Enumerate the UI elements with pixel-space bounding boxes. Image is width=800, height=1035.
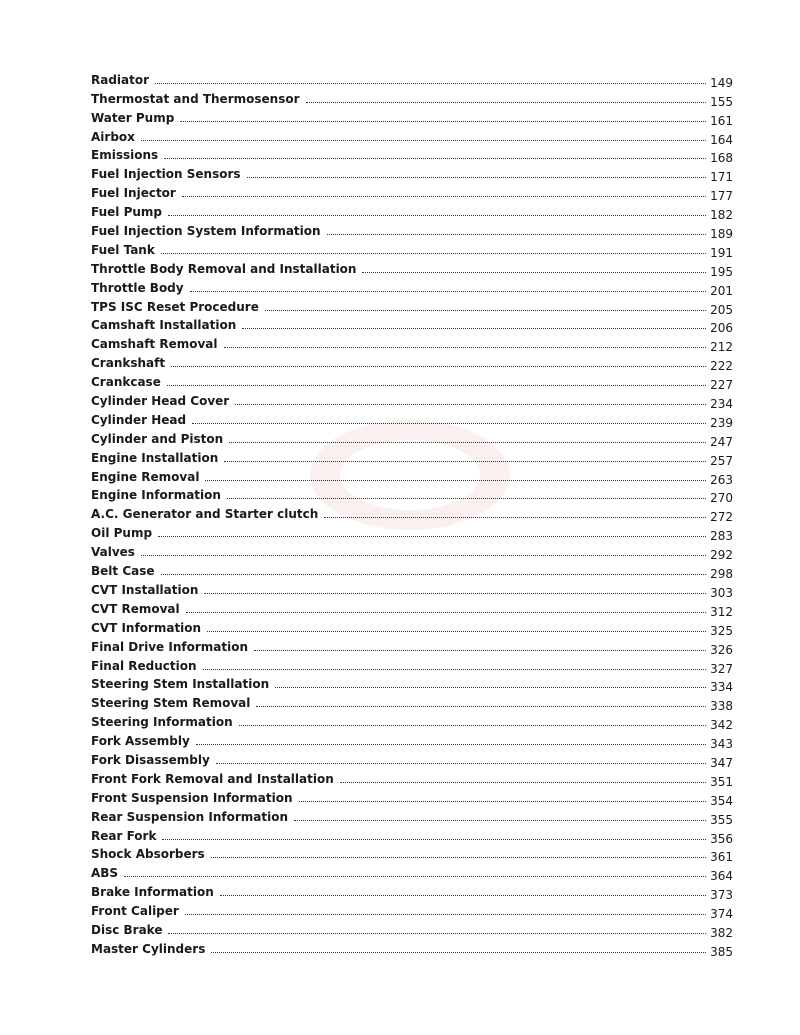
toc-entry-page: 191 xyxy=(710,245,733,260)
dot-leader xyxy=(239,725,706,726)
toc-entry-title: Shock Absorbers xyxy=(91,847,205,862)
toc-entry-page: 342 xyxy=(710,718,733,733)
dot-leader xyxy=(141,140,706,141)
toc-entry-page: 303 xyxy=(710,585,733,600)
toc-entry-page: 189 xyxy=(710,227,733,242)
toc-entry[interactable] xyxy=(91,200,733,223)
toc-entry[interactable] xyxy=(91,710,733,733)
dot-leader xyxy=(161,574,707,575)
dot-leader xyxy=(254,650,706,651)
toc-entry[interactable] xyxy=(91,899,733,922)
toc-entry[interactable] xyxy=(91,540,733,563)
toc-entry[interactable] xyxy=(91,238,733,260)
toc-entry[interactable] xyxy=(91,276,733,298)
toc-entry-page: 326 xyxy=(710,642,733,657)
toc-entry[interactable] xyxy=(91,68,733,90)
toc-entry-page: 149 xyxy=(710,75,733,90)
toc-entry[interactable] xyxy=(91,673,733,695)
toc-entry-title: TPS ISC Reset Procedure xyxy=(91,299,259,314)
dot-leader xyxy=(340,782,706,783)
toc-entry-title: Emissions xyxy=(91,148,159,163)
toc-entry-title: CVT Installation xyxy=(91,582,199,597)
toc-entry-title: Airbox xyxy=(91,129,135,144)
toc-entry-title: Radiator xyxy=(91,72,150,87)
toc-entry-page: 356 xyxy=(710,831,733,846)
dot-leader xyxy=(229,442,706,443)
toc-entry-page: 338 xyxy=(710,699,733,714)
toc-entry-title: Water Pump xyxy=(91,110,175,125)
toc-entry-page: 347 xyxy=(710,755,733,770)
toc-entry-page: 195 xyxy=(710,264,733,279)
dot-leader xyxy=(158,536,706,537)
toc-entry-page: 177 xyxy=(710,189,733,204)
toc-entry-title: Front Caliper xyxy=(91,904,179,919)
toc-entry-title: Engine Removal xyxy=(91,469,200,484)
dot-leader xyxy=(124,876,706,877)
dot-leader xyxy=(235,404,706,405)
toc-entry-title: Steering Information xyxy=(91,715,233,730)
toc-entry-page: 343 xyxy=(710,737,733,752)
toc-entry[interactable] xyxy=(91,351,733,374)
toc-entry-title: Throttle Body Removal and Installation xyxy=(91,261,357,276)
toc-entry[interactable] xyxy=(91,616,733,638)
toc-entry[interactable] xyxy=(91,635,733,657)
toc-entry-title: Final Reduction xyxy=(91,658,197,673)
dot-leader xyxy=(141,555,706,556)
toc-entry-title: Fuel Injection Sensors xyxy=(91,167,241,182)
dot-leader xyxy=(164,158,706,159)
toc-entry-page: 205 xyxy=(710,302,733,317)
toc-entry[interactable] xyxy=(91,861,733,884)
toc-entry-page: 354 xyxy=(710,793,733,808)
dot-leader xyxy=(220,895,706,896)
toc-entry[interactable] xyxy=(91,597,733,619)
toc-entry-title: Engine Installation xyxy=(91,450,219,465)
toc-entry[interactable] xyxy=(91,786,733,808)
toc-entry-page: 164 xyxy=(710,132,733,147)
toc-entry-page: 257 xyxy=(710,453,733,468)
toc-entry-title: Oil Pump xyxy=(91,526,153,541)
toc-entry-title: Engine Information xyxy=(91,488,221,503)
toc-entry[interactable] xyxy=(91,465,733,487)
table-of-contents xyxy=(91,68,733,959)
toc-entry[interactable] xyxy=(91,824,733,846)
toc-entry-title: CVT Removal xyxy=(91,601,180,616)
toc-entry-title: ABS xyxy=(91,866,119,881)
toc-entry-title: Fork Assembly xyxy=(91,734,190,749)
toc-entry[interactable] xyxy=(91,144,733,166)
toc-entry-title: Steering Stem Installation xyxy=(91,677,270,692)
toc-entry[interactable] xyxy=(91,937,733,959)
toc-entry[interactable] xyxy=(91,125,733,147)
dot-leader xyxy=(155,83,706,84)
toc-entry-page: 325 xyxy=(710,623,733,638)
toc-entry[interactable] xyxy=(91,332,733,355)
toc-entry-title: Fork Disassembly xyxy=(91,752,210,767)
toc-entry-title: Master Cylinders xyxy=(91,941,206,956)
dot-leader xyxy=(168,215,706,216)
toc-entry-title: A.C. Generator and Starter clutch xyxy=(91,507,319,522)
toc-entry-page: 222 xyxy=(710,359,733,374)
dot-leader xyxy=(167,385,706,386)
toc-entry-page: 212 xyxy=(710,340,733,355)
dot-leader xyxy=(294,820,706,821)
toc-entry-page: 239 xyxy=(710,415,733,430)
toc-entry-title: CVT Information xyxy=(91,620,202,635)
toc-entry-title: Rear Fork xyxy=(91,828,157,843)
toc-entry-page: 361 xyxy=(710,850,733,865)
toc-entry-page: 270 xyxy=(710,491,733,506)
dot-leader xyxy=(306,102,707,103)
toc-entry-page: 312 xyxy=(710,604,733,619)
toc-entry-page: 201 xyxy=(710,283,733,298)
toc-entry[interactable] xyxy=(91,408,733,430)
toc-entry-title: Disc Brake xyxy=(91,922,163,937)
toc-entry[interactable] xyxy=(91,559,733,582)
dot-leader xyxy=(224,461,706,462)
dot-leader xyxy=(205,480,706,481)
dot-leader xyxy=(196,744,706,745)
toc-entry[interactable] xyxy=(91,843,733,865)
dot-leader xyxy=(171,366,706,367)
dot-leader xyxy=(211,857,706,858)
toc-entry-title: Thermostat and Thermosensor xyxy=(91,91,300,106)
toc-entry-page: 168 xyxy=(710,151,733,166)
toc-entry[interactable] xyxy=(91,181,733,204)
dot-leader xyxy=(327,234,707,235)
toc-entry-page: 292 xyxy=(710,548,733,563)
toc-entry-title: Rear Suspension Information xyxy=(91,809,289,824)
toc-entry[interactable] xyxy=(91,729,733,752)
dot-leader xyxy=(180,121,706,122)
toc-entry[interactable] xyxy=(91,502,733,525)
dot-leader xyxy=(242,328,706,329)
toc-entry[interactable] xyxy=(91,87,733,109)
dot-leader xyxy=(203,669,707,670)
toc-entry-page: 385 xyxy=(710,944,733,959)
toc-entry-page: 263 xyxy=(710,472,733,487)
toc-entry-page: 155 xyxy=(710,94,733,109)
toc-entry[interactable] xyxy=(91,748,733,770)
toc-entry[interactable] xyxy=(91,389,733,412)
toc-entry-title: Camshaft Removal xyxy=(91,337,218,352)
toc-entry-title: Fuel Injection System Information xyxy=(91,224,321,239)
dot-leader xyxy=(275,687,706,688)
dot-leader xyxy=(192,423,706,424)
dot-leader xyxy=(185,914,706,915)
toc-entry[interactable] xyxy=(91,295,733,317)
dot-leader xyxy=(216,763,706,764)
dot-leader xyxy=(207,631,706,632)
dot-leader xyxy=(182,196,706,197)
dot-leader xyxy=(211,952,706,953)
toc-entry[interactable] xyxy=(91,654,733,676)
toc-entry-page: 272 xyxy=(710,510,733,525)
toc-entry[interactable] xyxy=(91,446,733,468)
dot-leader xyxy=(227,498,706,499)
toc-entry-title: Belt Case xyxy=(91,564,155,579)
toc-entry-title: Camshaft Installation xyxy=(91,318,237,333)
toc-entry[interactable] xyxy=(91,162,733,185)
toc-entry-page: 234 xyxy=(710,397,733,412)
toc-entry-page: 351 xyxy=(710,774,733,789)
toc-entry[interactable] xyxy=(91,521,733,544)
toc-entry-page: 382 xyxy=(710,925,733,940)
toc-entry[interactable] xyxy=(91,257,733,279)
toc-entry-title: Front Suspension Information xyxy=(91,790,293,805)
dot-leader xyxy=(256,706,706,707)
dot-leader xyxy=(162,839,706,840)
toc-entry-title: Steering Stem Removal xyxy=(91,696,251,711)
toc-entry-title: Cylinder Head xyxy=(91,412,187,427)
toc-entry-page: 171 xyxy=(710,170,733,185)
toc-entry-title: Final Drive Information xyxy=(91,639,249,654)
toc-entry-page: 227 xyxy=(710,378,733,393)
toc-entry-title: Front Fork Removal and Installation xyxy=(91,771,334,786)
toc-entry-title: Crankshaft xyxy=(91,356,166,371)
toc-entry[interactable] xyxy=(91,767,733,789)
toc-entry-page: 161 xyxy=(710,113,733,128)
toc-entry-title: Cylinder and Piston xyxy=(91,431,224,446)
toc-entry-title: Crankcase xyxy=(91,375,161,390)
toc-entry[interactable] xyxy=(91,427,733,449)
toc-entry[interactable] xyxy=(91,314,733,336)
toc-entry-page: 298 xyxy=(710,567,733,582)
toc-entry[interactable] xyxy=(91,578,733,600)
toc-entry-title: Valves xyxy=(91,545,135,560)
toc-entry-title: Fuel Injector xyxy=(91,186,176,201)
dot-leader xyxy=(186,612,706,613)
dot-leader xyxy=(168,933,706,934)
toc-entry[interactable] xyxy=(91,370,733,393)
toc-entry[interactable] xyxy=(91,918,733,940)
toc-entry-page: 182 xyxy=(710,208,733,223)
dot-leader xyxy=(190,291,706,292)
toc-entry-page: 247 xyxy=(710,434,733,449)
toc-entry[interactable] xyxy=(91,106,733,128)
toc-entry-title: Cylinder Head Cover xyxy=(91,394,230,409)
dot-leader xyxy=(299,801,707,802)
toc-entry[interactable] xyxy=(91,880,733,903)
toc-entry-title: Throttle Body xyxy=(91,280,184,295)
toc-entry-page: 327 xyxy=(710,661,733,676)
toc-entry[interactable] xyxy=(91,805,733,827)
toc-entry[interactable] xyxy=(91,219,733,242)
toc-entry-title: Fuel Tank xyxy=(91,242,155,257)
toc-entry-page: 334 xyxy=(710,680,733,695)
toc-entry[interactable] xyxy=(91,484,733,506)
toc-entry-page: 206 xyxy=(710,321,733,336)
toc-entry-title: Brake Information xyxy=(91,885,214,900)
toc-entry-page: 355 xyxy=(710,812,733,827)
toc-entry-page: 364 xyxy=(710,869,733,884)
dot-leader xyxy=(224,347,707,348)
toc-entry[interactable] xyxy=(91,691,733,714)
dot-leader xyxy=(324,517,706,518)
toc-entry-page: 283 xyxy=(710,529,733,544)
dot-leader xyxy=(265,310,706,311)
dot-leader xyxy=(161,253,706,254)
dot-leader xyxy=(247,177,707,178)
toc-entry-title: Fuel Pump xyxy=(91,205,163,220)
toc-entry-page: 373 xyxy=(710,888,733,903)
dot-leader xyxy=(204,593,706,594)
toc-entry-page: 374 xyxy=(710,907,733,922)
dot-leader xyxy=(362,272,706,273)
